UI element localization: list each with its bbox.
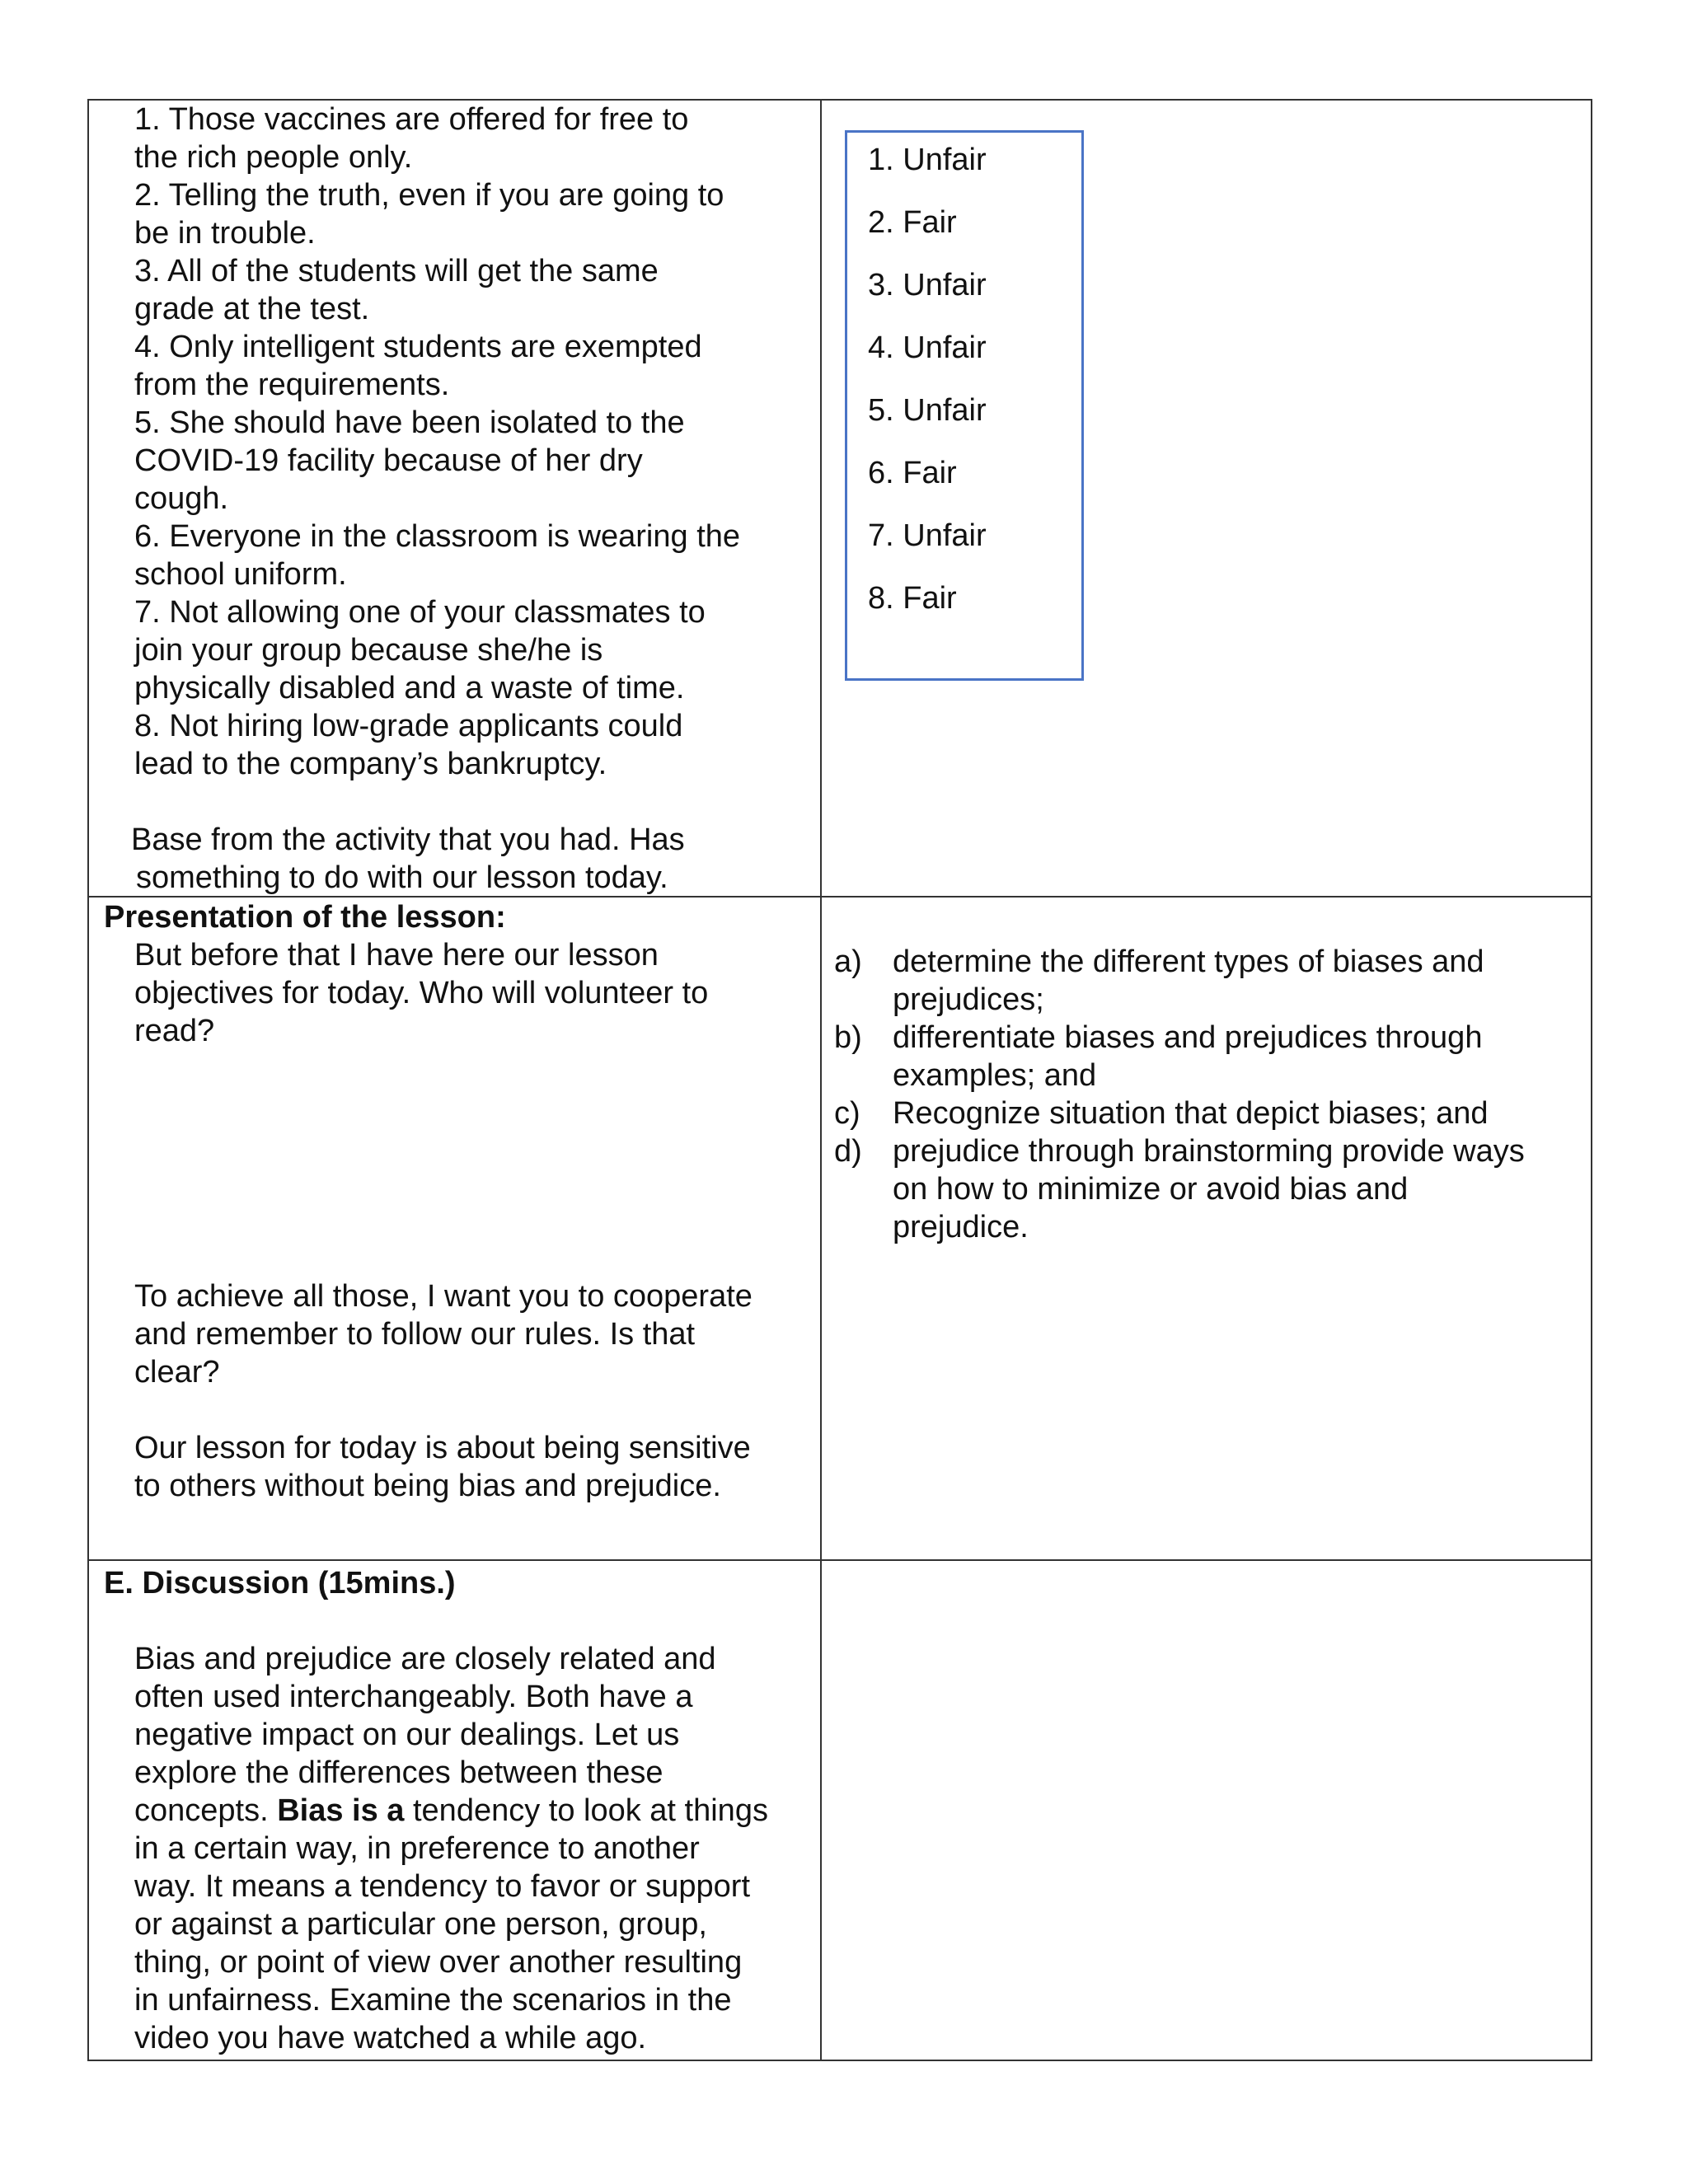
statement-line: 7. Not allowing one of your classmates to [134, 595, 706, 630]
closing-line: Base from the activity that you had. Has [131, 823, 685, 857]
discussion-line: video you have watched a while ago. [134, 2021, 647, 2055]
cooperate-line: To achieve all those, I want you to cooperate [134, 1279, 753, 1314]
answer-item: 1. Unfair [868, 143, 987, 177]
answer-box [845, 130, 1084, 681]
objective-line: examples; and [893, 1058, 1097, 1093]
objective-line: differentiate biases and prejudices through [893, 1020, 1483, 1055]
objective-line: prejudice. [893, 1210, 1029, 1244]
objective-line: prejudice through brainstorming provide ways [893, 1134, 1525, 1169]
lesson-plan-table [87, 99, 1592, 2061]
bias-term: Bias is a [277, 1793, 405, 1828]
presentation-heading: Presentation of the lesson: [104, 900, 506, 935]
answer-item: 4. Unfair [868, 330, 987, 365]
objective-marker: d) [834, 1134, 862, 1169]
objective-marker: a) [834, 944, 862, 979]
answer-item: 5. Unfair [868, 393, 987, 428]
statement-line: 8. Not hiring low-grade applicants could [134, 709, 683, 743]
answer-item: 7. Unfair [868, 518, 987, 553]
objective-line: determine the different types of biases and [893, 944, 1484, 979]
statement-line: 4. Only intelligent students are exempted [134, 330, 702, 364]
discussion-line-prefix: concepts. [134, 1793, 278, 1828]
discussion-line: Bias and prejudice are closely related and [134, 1642, 716, 1676]
discussion-line: explore the differences between these [134, 1755, 663, 1790]
cooperate-line: clear? [134, 1355, 220, 1390]
column-divider [820, 101, 822, 2060]
presentation-line: read? [134, 1014, 215, 1048]
discussion-line: often used interchangeably. Both have a [134, 1680, 693, 1714]
statement-line: 3. All of the students will get the same [134, 254, 659, 288]
statement-line: 5. She should have been isolated to the [134, 405, 685, 440]
discussion-line: negative impact on our dealings. Let us [134, 1718, 680, 1752]
statement-line: 2. Telling the truth, even if you are going to [134, 178, 724, 213]
statement-line: cough. [134, 481, 229, 516]
cooperate-line: and remember to follow our rules. Is that [134, 1317, 696, 1352]
discussion-line: thing, or point of view over another resulting [134, 1945, 743, 1980]
statement-line: be in trouble. [134, 216, 316, 251]
statement-line: the rich people only. [134, 140, 413, 175]
objective-marker: b) [834, 1020, 862, 1055]
statement-line: 1. Those vaccines are offered for free to [134, 102, 689, 137]
answer-item: 6. Fair [868, 456, 957, 490]
discussion-line: in a certain way, in preference to another [134, 1831, 700, 1866]
closing-line: something to do with our lesson today. [136, 860, 668, 895]
presentation-line: objectives for today. Who will volunteer to [134, 976, 709, 1010]
discussion-line-bias-definition [134, 1792, 768, 1830]
objective-line: Recognize situation that depict biases; and [893, 1096, 1489, 1131]
statement-line: from the requirements. [134, 368, 450, 402]
statement-line: physically disabled and a waste of time. [134, 671, 685, 705]
discussion-line: way. It means a tendency to favor or support [134, 1869, 751, 1904]
objective-line: on how to minimize or avoid bias and [893, 1172, 1409, 1207]
discussion-line: or against a particular one person, group, [134, 1907, 707, 1942]
statement-line: grade at the test. [134, 292, 370, 326]
statement-line: lead to the company’s bankruptcy. [134, 747, 607, 781]
lesson-line: Our lesson for today is about being sensitive [134, 1431, 751, 1465]
row-divider-2 [89, 1559, 1591, 1561]
objective-marker: c) [834, 1096, 860, 1131]
statement-line: 6. Everyone in the classroom is wearing the [134, 519, 741, 554]
lesson-line: to others without being bias and prejudice. [134, 1469, 721, 1503]
statement-line: join your group because she/he is [134, 633, 603, 668]
answer-item: 3. Unfair [868, 268, 987, 302]
answer-item: 2. Fair [868, 205, 957, 240]
statement-line: school uniform. [134, 557, 347, 592]
discussion-heading: E. Discussion (15mins.) [104, 1566, 456, 1601]
answer-item: 8. Fair [868, 581, 957, 616]
presentation-line: But before that I have here our lesson [134, 938, 659, 972]
discussion-line: in unfairness. Examine the scenarios in the [134, 1983, 732, 2018]
discussion-line-suffix: tendency to look at things [404, 1793, 768, 1828]
objective-line: prejudices; [893, 982, 1044, 1017]
statement-line: COVID-19 facility because of her dry [134, 443, 643, 478]
